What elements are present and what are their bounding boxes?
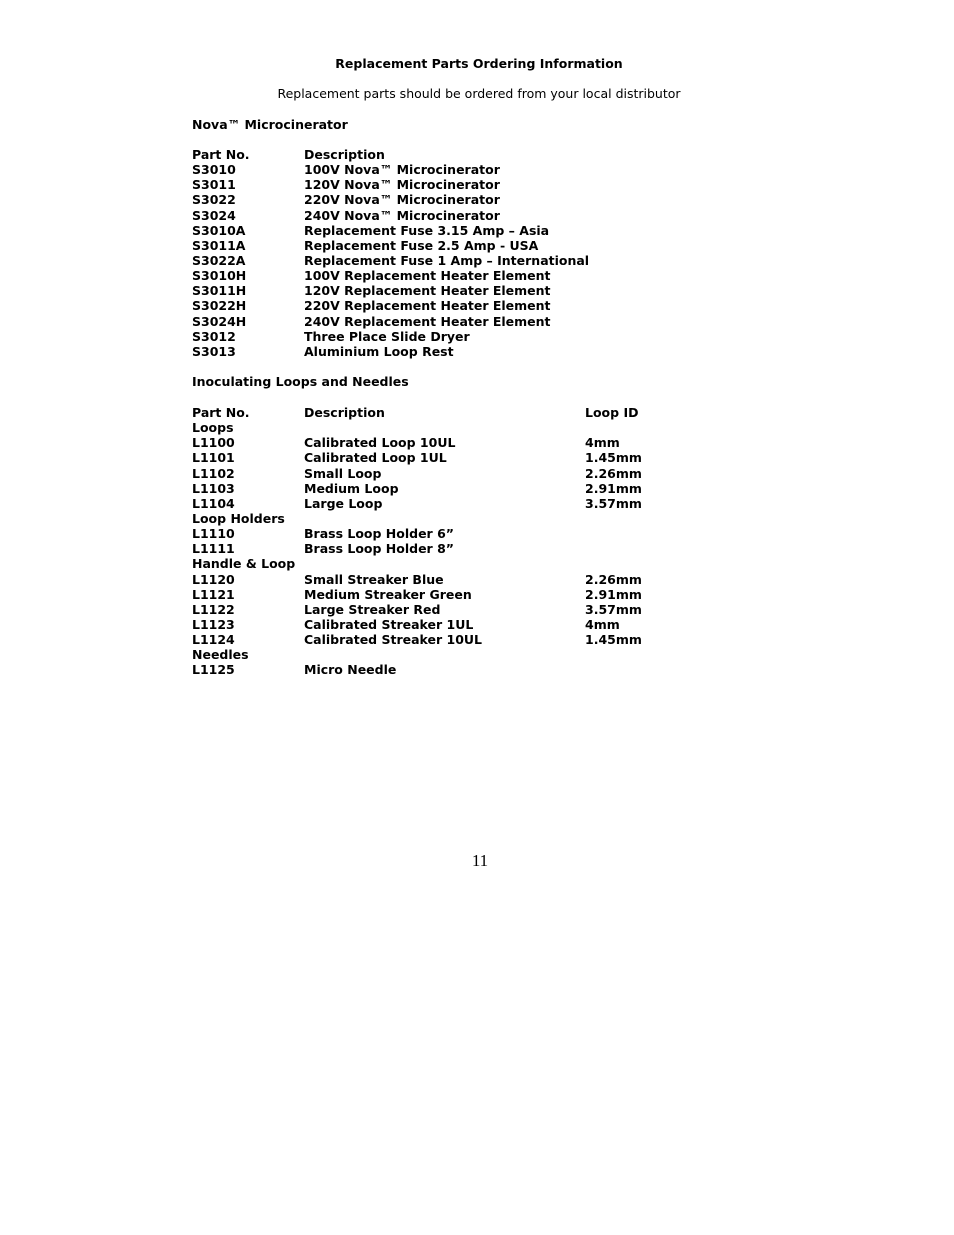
part-number-cell: S3024 [192,207,236,223]
table-row [192,314,692,329]
description-cell: Micro Needle [304,662,397,678]
header-part-no: Part No. [192,147,250,162]
table-row [192,511,692,526]
part-number-cell: S3010A [192,222,246,238]
table-row [192,662,692,677]
description-cell: Three Place Slide Dryer [304,328,470,344]
part-number-cell: S3012 [192,328,236,344]
description-cell: Medium Streaker Green [304,586,472,602]
loop-id-cell: 2.91mm [585,586,642,602]
loops-header-row [192,405,692,420]
part-number-cell: S3022H [192,298,247,314]
part-number-cell: S3013 [192,343,236,359]
table-row [192,192,692,207]
part-number-cell: S3010H [192,268,247,284]
description-cell: Small Loop [304,465,382,481]
part-number-cell: L1110 [192,526,235,542]
description-cell: 100V Nova™ Microcinerator [304,162,500,178]
description-cell: Calibrated Loop 10UL [304,435,456,451]
part-number-cell: L1122 [192,601,235,617]
table-row [192,496,692,511]
table-row [192,541,692,556]
description-cell: Large Streaker Red [304,601,441,617]
description-cell: Brass Loop Holder 8” [304,541,454,557]
table-row [192,268,692,283]
loops-section-title: Inoculating Loops and Needles [192,374,409,389]
part-number-cell: L1111 [192,541,235,557]
table-row [192,435,692,450]
table-row [192,298,692,313]
part-number-cell: S3011A [192,237,246,253]
part-number-cell: L1100 [192,435,235,451]
description-cell: Calibrated Streaker 10UL [304,632,483,648]
part-number-cell: Handle & Loop [192,556,296,572]
table-row [192,572,692,587]
part-number-cell: L1125 [192,662,235,678]
table-row [192,420,692,435]
table-row [192,556,692,571]
part-number-cell: L1121 [192,586,235,602]
loop-id-cell: 1.45mm [585,632,642,648]
table-row [192,162,692,177]
description-cell: Replacement Fuse 2.5 Amp - USA [304,237,539,253]
part-number-cell: L1103 [192,480,235,496]
table-row [192,238,692,253]
description-cell: Replacement Fuse 3.15 Amp – Asia [304,222,550,238]
table-row [192,617,692,632]
table-row [192,450,692,465]
part-number-cell: S3022A [192,252,246,268]
description-cell: 240V Replacement Heater Element [304,313,551,329]
table-row [192,602,692,617]
part-number-cell: L1102 [192,465,235,481]
loop-id-cell: 2.26mm [585,571,642,587]
part-number-cell: S3024H [192,313,247,329]
description-cell: 240V Nova™ Microcinerator [304,207,500,223]
description-cell: Medium Loop [304,480,399,496]
table-row [192,223,692,238]
nova-parts-table [192,147,692,359]
table-row [192,344,692,359]
part-number-cell: S3022 [192,192,236,208]
description-cell: 220V Nova™ Microcinerator [304,192,500,208]
table-row [192,208,692,223]
nova-header-row [192,147,692,162]
description-cell: Calibrated Loop 1UL [304,450,447,466]
description-cell: Small Streaker Blue [304,571,444,587]
nova-section-title: Nova™ Microcinerator [192,117,348,132]
header-part-no: Part No. [192,405,250,420]
table-row [192,466,692,481]
loop-id-cell: 4mm [585,616,620,632]
page-subtitle: Replacement parts should be ordered from your local distributor [277,86,681,101]
part-number-cell: Needles [192,647,249,663]
part-number-cell: L1124 [192,632,235,648]
page-title: Replacement Parts Ordering Information [335,56,623,71]
table-row [192,632,692,647]
header-description: Description [304,405,385,420]
table-row [192,253,692,268]
table-row [192,526,692,541]
description-cell: Calibrated Streaker 1UL [304,616,474,632]
part-number-cell: L1120 [192,571,235,587]
loop-id-cell: 2.26mm [585,465,642,481]
part-number-cell: L1101 [192,450,235,466]
table-row [192,177,692,192]
part-number-cell: Loops [192,420,234,436]
description-cell: Brass Loop Holder 6” [304,526,454,542]
loop-id-cell: 3.57mm [585,601,642,617]
part-number-cell: Loop Holders [192,510,285,526]
description-cell: Aluminium Loop Rest [304,343,454,359]
description-cell: Large Loop [304,495,383,511]
table-row [192,587,692,602]
table-row [192,481,692,496]
loop-id-cell: 2.91mm [585,480,642,496]
loops-parts-table [192,405,692,678]
table-row [192,329,692,344]
description-cell: 100V Replacement Heater Element [304,268,551,284]
loop-id-cell: 1.45mm [585,450,642,466]
header-description: Description [304,147,385,162]
page-number: 11 [471,851,489,870]
part-number-cell: S3010 [192,162,236,178]
header-loop-id: Loop ID [585,405,639,420]
part-number-cell: L1123 [192,616,235,632]
loop-id-cell: 4mm [585,435,620,451]
description-cell: Replacement Fuse 1 Amp – International [304,252,590,268]
table-row [192,283,692,298]
part-number-cell: S3011 [192,177,236,193]
loop-id-cell: 3.57mm [585,495,642,511]
description-cell: 220V Replacement Heater Element [304,298,551,314]
description-cell: 120V Nova™ Microcinerator [304,177,500,193]
part-number-cell: L1104 [192,495,235,511]
description-cell: 120V Replacement Heater Element [304,283,551,299]
part-number-cell: S3011H [192,283,247,299]
table-row [192,647,692,662]
